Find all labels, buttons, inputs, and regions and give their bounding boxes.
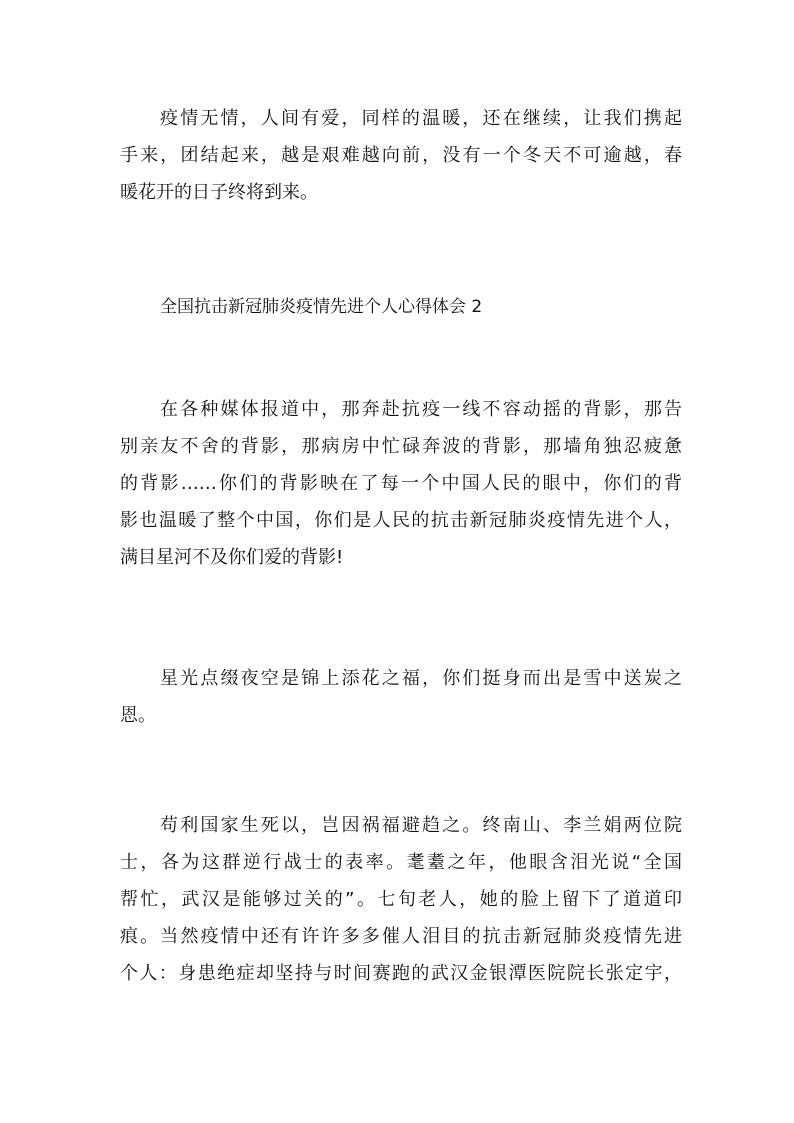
paragraph-2 bbox=[120, 391, 682, 576]
paragraph-line: 别亲友不舍的背影，那病房中忙碌奔波的背影，那墙角独忍疲惫 bbox=[120, 436, 682, 457]
paragraph-3 bbox=[120, 660, 682, 734]
paragraph-line: 苟利国家生死以，岂因祸福避趋之。终南山、李兰娟两位院 bbox=[160, 815, 682, 836]
paragraph-line: 帮忙，武汉是能够过关的”。七旬老人，她的脸上留下了道道印 bbox=[120, 889, 682, 910]
paragraph-1 bbox=[120, 100, 682, 211]
paragraph-line: 暖花开的日子终将到来。 bbox=[120, 182, 318, 203]
paragraph-line: 疫情无情，人间有爱，同样的温暖，还在继续，让我们携起 bbox=[160, 108, 682, 129]
paragraph-line: 在各种媒体报道中，那奔赴抗疫一线不容动摇的背影，那告 bbox=[160, 399, 682, 420]
paragraph-line: 星光点缀夜空是锦上添花之福，你们挺身而出是雪中送炭之 bbox=[160, 668, 682, 689]
paragraph-line: 的背影……你们的背影映在了每一个中国人民的眼中，你们的背 bbox=[120, 473, 682, 494]
paragraph-line: 满目星河不及你们爱的背影! bbox=[120, 547, 344, 568]
paragraph-line: 恩。 bbox=[120, 705, 156, 726]
paragraph-line: 痕。当然疫情中还有许许多多催人泪目的抗击新冠肺炎疫情先进 bbox=[120, 926, 682, 947]
paragraph-line: 个人：身患绝症却坚持与时间赛跑的武汉金银潭医院院长张定宇， bbox=[120, 963, 682, 984]
paragraph-line: 影也温暖了整个中国，你们是人民的抗击新冠肺炎疫情先进个人， bbox=[120, 510, 682, 531]
paragraph-line: 手来，团结起来，越是艰难越向前，没有一个冬天不可逾越，春 bbox=[120, 145, 682, 166]
paragraph-line: 士，各为这群逆行战士的表率。耄耋之年，他眼含泪光说“全国 bbox=[120, 852, 682, 873]
section-title: 全国抗击新冠肺炎疫情先进个人心得体会 2 bbox=[160, 297, 483, 317]
paragraph-4 bbox=[120, 807, 682, 992]
